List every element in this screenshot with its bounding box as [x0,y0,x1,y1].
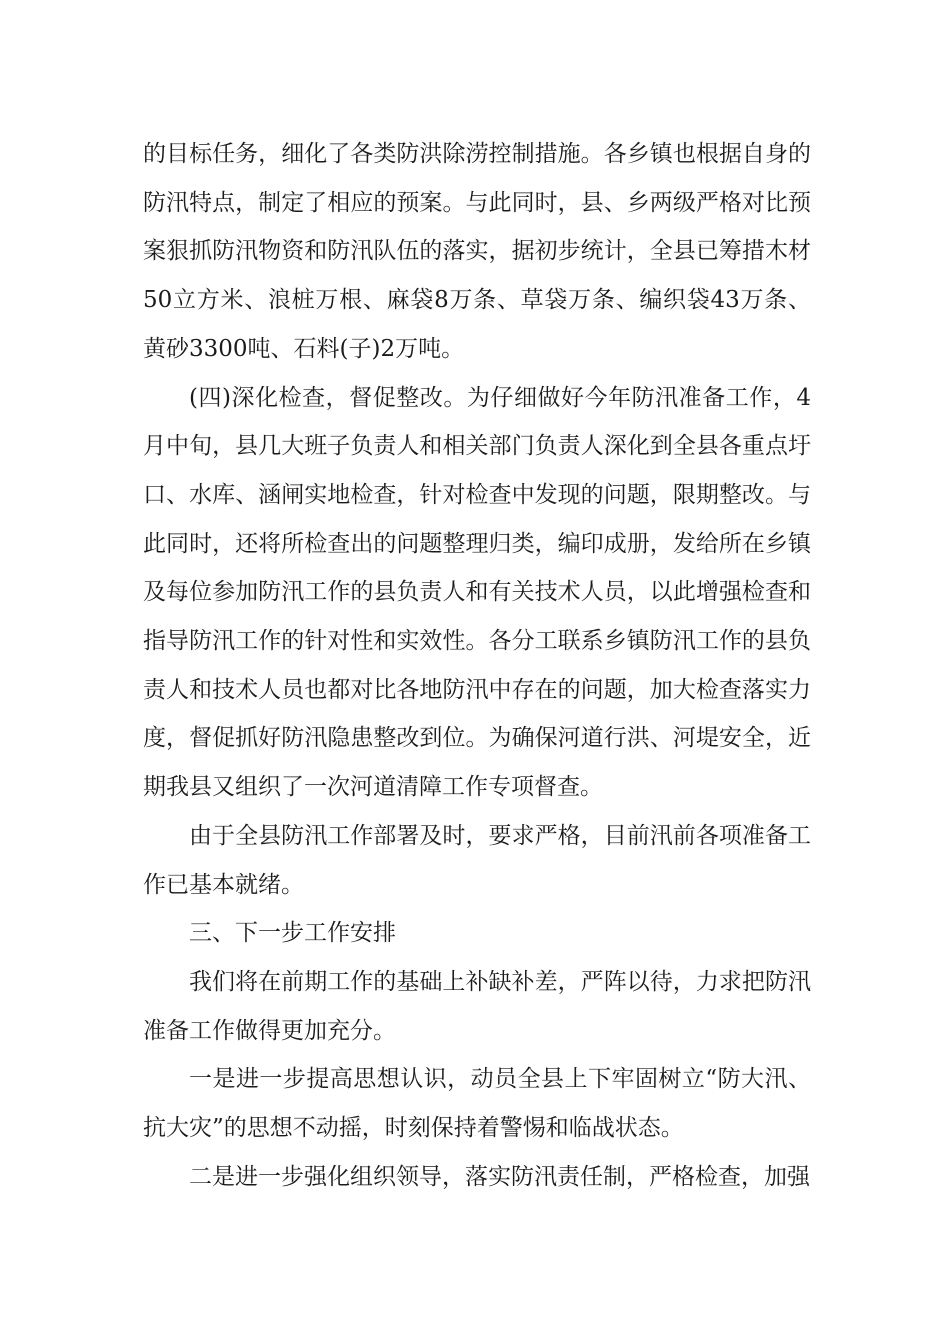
section-heading-next-steps: 三、下一步工作安排 [189,920,396,947]
document-body [143,130,811,1201]
paragraph-readiness: 由于全县防汛工作部署及时，要求严格，目前汛前各项准备工作已基本就绪。 [143,822,811,898]
paragraph-intro: 我们将在前期工作的基础上补缺补差，严阵以待，力求把防汛准备工作做得更加充分。 [143,968,811,1044]
paragraph-continued: 的目标任务，细化了各类防洪除涝控制措施。各乡镇也根据自身的防汛特点，制定了相应的预案。与此同时，县、乡两级严格对比预案狠抓防汛物资和防汛队伍的落实，据初步统计，全县已筹措木材50立方米、浪桩万根、麻袋8万条、草袋万条、编织袋43万条、黄砂3300吨、石料(子)2万吨。 [143,141,811,362]
paragraph-inspection: (四)深化检查，督促整改。为仔细做好今年防汛准备工作，4月中旬，县几大班子负责人和相关部门负责人深化到全县各重点圩口、水库、涵闸实地检查，针对检查中发现的问题，限期整改。与此同时，还将所检查出的问题整理归类，编印成册，发给所在乡镇及每位参加防汛工作的县负责人和有关技术人员，以此增强检查和指导防汛工作的针对性和实效性。各分工联系乡镇防汛工作的县负责人和技术人员也都对比各地防汛中存在的问题，加大检查落实力度，督促抓好防汛隐患整改到位。为确保河道行洪、河堤安全，近期我县又组织了一次河道清障工作专项督查。 [143,384,811,801]
paragraph-item-one: 一是进一步提高思想认识，动员全县上下牢固树立“防大汛、抗大灾”的思想不动摇，时刻保持着警惕和临战状态。 [143,1066,811,1142]
paragraph-item-two: 二是进一步强化组织领导，落实防汛责任制，严格检查，加强 [189,1163,810,1190]
